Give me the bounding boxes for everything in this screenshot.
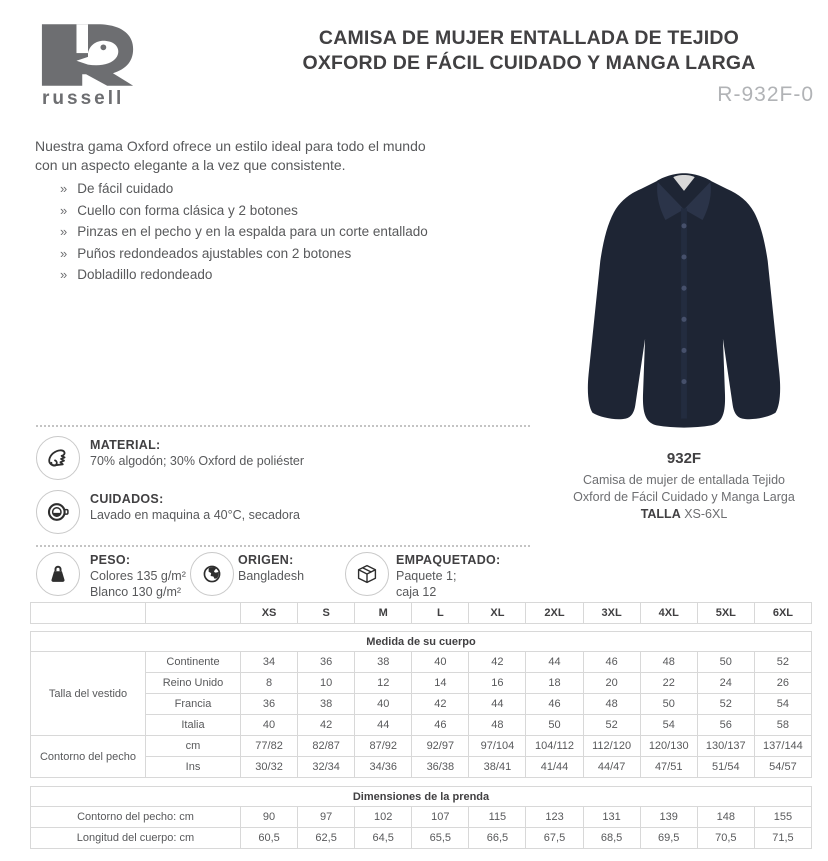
weight-value-1: Colores 135 g/m² <box>90 569 186 583</box>
size-col-header: M <box>355 603 412 624</box>
value-cell: 137/144 <box>754 736 811 757</box>
value-cell: 70,5 <box>697 828 754 849</box>
size-col-header: XS <box>241 603 298 624</box>
value-cell: 51/54 <box>697 757 754 778</box>
value-cell: 48 <box>583 694 640 715</box>
value-cell: 46 <box>526 694 583 715</box>
row-label: Longitud del cuerpo: cm <box>31 828 241 849</box>
care-label: CUIDADOS: <box>90 492 164 506</box>
row-label: Ins <box>146 757 241 778</box>
dotted-divider <box>36 545 530 547</box>
material-value: 70% algodón; 30% Oxford de poliéster <box>90 454 305 468</box>
value-cell: 36 <box>298 652 355 673</box>
table-row <box>31 757 812 778</box>
material-label: MATERIAL: <box>90 438 161 452</box>
value-cell: 8 <box>241 673 298 694</box>
value-cell: 115 <box>469 807 526 828</box>
empty-cell <box>146 603 241 624</box>
feature-item <box>60 243 520 265</box>
value-cell: 26 <box>754 673 811 694</box>
value-cell: 36 <box>241 694 298 715</box>
group-label: Talla del vestido <box>31 652 146 736</box>
shirt-image <box>544 148 824 440</box>
table-row <box>31 715 812 736</box>
row-label: Italia <box>146 715 241 736</box>
value-cell: 48 <box>469 715 526 736</box>
value-cell: 104/112 <box>526 736 583 757</box>
empty-cell <box>31 603 146 624</box>
size-col-header: 4XL <box>640 603 697 624</box>
value-cell: 41/44 <box>526 757 583 778</box>
size-col-header: S <box>298 603 355 624</box>
russell-eagle-logo-icon <box>40 24 136 86</box>
value-cell: 155 <box>754 807 811 828</box>
row-label: cm <box>146 736 241 757</box>
value-cell: 54/57 <box>754 757 811 778</box>
size-col-header: 2XL <box>526 603 583 624</box>
description-line-2: con un aspecto elegante a la vez que consistente. <box>35 157 346 173</box>
value-cell: 62,5 <box>298 828 355 849</box>
product-caption-line-2: Oxford de Fácil Cuidado y Manga Larga <box>573 490 795 504</box>
value-cell: 65,5 <box>412 828 469 849</box>
value-cell: 30/32 <box>241 757 298 778</box>
feature-text: Pinzas en el pecho y en la espalda para un corte entallado <box>77 224 428 239</box>
feature-text: Dobladillo redondeado <box>77 267 213 282</box>
bullet-marker: » <box>60 267 68 282</box>
origin-spec <box>238 553 304 585</box>
bullet-marker: » <box>60 181 68 196</box>
value-cell: 77/82 <box>241 736 298 757</box>
bullet-marker: » <box>60 245 68 261</box>
weight-value-2: Blanco 130 g/m² <box>90 584 182 599</box>
feature-list <box>60 178 520 286</box>
value-cell: 50 <box>526 715 583 736</box>
size-header-row <box>31 603 812 624</box>
value-cell: 66,5 <box>469 828 526 849</box>
value-cell: 148 <box>697 807 754 828</box>
packaging-value-1: Paquete 1; <box>396 569 457 583</box>
value-cell: 42 <box>412 694 469 715</box>
feature-text: De fácil cuidado <box>77 181 174 196</box>
value-cell: 69,5 <box>640 828 697 849</box>
product-size-range: TALLA XS-6XL <box>640 507 728 521</box>
globe-icon <box>190 552 234 596</box>
value-cell: 50 <box>640 694 697 715</box>
value-cell: 107 <box>412 807 469 828</box>
value-cell: 32/34 <box>298 757 355 778</box>
value-cell: 44 <box>469 694 526 715</box>
value-cell: 71,5 <box>754 828 811 849</box>
value-cell: 87/92 <box>355 736 412 757</box>
value-cell: 139 <box>640 807 697 828</box>
section-title: Dimensiones de la prenda <box>31 787 812 807</box>
size-col-header: L <box>412 603 469 624</box>
brand-name: russell <box>42 88 125 109</box>
row-label: Reino Unido <box>146 673 241 694</box>
value-cell: 52 <box>583 715 640 736</box>
table-row <box>31 807 812 828</box>
value-cell: 50 <box>697 652 754 673</box>
value-cell: 20 <box>583 673 640 694</box>
feature-item <box>60 178 520 200</box>
value-cell: 68,5 <box>583 828 640 849</box>
value-cell: 47/51 <box>640 757 697 778</box>
product-description <box>35 137 515 175</box>
value-cell: 48 <box>640 652 697 673</box>
value-cell: 44 <box>355 715 412 736</box>
value-cell: 40 <box>355 694 412 715</box>
value-cell: 123 <box>526 807 583 828</box>
value-cell: 54 <box>754 694 811 715</box>
value-cell: 36/38 <box>412 757 469 778</box>
table-row <box>31 694 812 715</box>
value-cell: 52 <box>754 652 811 673</box>
table-row <box>31 652 812 673</box>
weight-label: PESO: <box>90 553 131 567</box>
brand-logo <box>40 24 150 110</box>
value-cell: 60,5 <box>241 828 298 849</box>
packaging-label: EMPAQUETADO: <box>396 553 501 567</box>
product-caption-line-1: Camisa de mujer de entallada Tejido <box>583 473 785 487</box>
size-col-header: 5XL <box>697 603 754 624</box>
section-title-row <box>31 632 812 652</box>
material-spec <box>90 438 304 470</box>
value-cell: 16 <box>469 673 526 694</box>
garment-dimensions-table <box>30 786 812 849</box>
value-cell: 18 <box>526 673 583 694</box>
value-cell: 46 <box>583 652 640 673</box>
value-cell: 131 <box>583 807 640 828</box>
feature-item <box>60 200 520 222</box>
packaging-value-2: caja 12 <box>396 584 437 599</box>
value-cell: 42 <box>298 715 355 736</box>
value-cell: 82/87 <box>298 736 355 757</box>
value-cell: 56 <box>697 715 754 736</box>
value-cell: 42 <box>469 652 526 673</box>
feature-item <box>60 264 520 286</box>
product-code: 932F <box>666 450 702 467</box>
origin-label: ORIGEN: <box>238 553 294 567</box>
value-cell: 120/130 <box>640 736 697 757</box>
value-cell: 130/137 <box>697 736 754 757</box>
size-col-header: 6XL <box>754 603 811 624</box>
package-icon <box>345 552 389 596</box>
feature-text: Cuello con forma clásica y 2 botones <box>77 202 298 218</box>
value-cell: 46 <box>412 715 469 736</box>
value-cell: 38 <box>355 652 412 673</box>
value-cell: 44 <box>526 652 583 673</box>
weight-icon <box>36 552 80 596</box>
value-cell: 64,5 <box>355 828 412 849</box>
origin-value: Bangladesh <box>238 569 305 583</box>
row-label: Continente <box>146 652 241 673</box>
value-cell: 34 <box>241 652 298 673</box>
value-cell: 92/97 <box>412 736 469 757</box>
bullet-marker: » <box>60 202 68 218</box>
size-col-header: 3XL <box>583 603 640 624</box>
value-cell: 38 <box>298 694 355 715</box>
feature-text: Puños redondeados ajustables con 2 botones <box>77 245 352 261</box>
value-cell: 102 <box>355 807 412 828</box>
care-spec <box>90 492 300 524</box>
value-cell: 52 <box>697 694 754 715</box>
value-cell: 38/41 <box>469 757 526 778</box>
value-cell: 112/120 <box>583 736 640 757</box>
table-row <box>31 673 812 694</box>
value-cell: 10 <box>298 673 355 694</box>
size-col-header: XL <box>469 603 526 624</box>
section-title: Medida de su cuerpo <box>31 632 812 652</box>
value-cell: 54 <box>640 715 697 736</box>
packaging-spec <box>396 553 501 600</box>
value-cell: 22 <box>640 673 697 694</box>
value-cell: 12 <box>355 673 412 694</box>
title-line-2: OXFORD DE FÁCIL CUIDADO Y MANGA LARGA <box>302 52 756 74</box>
dotted-divider <box>36 425 530 427</box>
group-label: Contorno del pecho <box>31 736 146 778</box>
value-cell: 14 <box>412 673 469 694</box>
value-cell: 97/104 <box>469 736 526 757</box>
body-measure-table <box>30 631 812 778</box>
size-header-table <box>30 602 812 624</box>
value-cell: 44/47 <box>583 757 640 778</box>
care-icon <box>36 490 80 534</box>
material-icon <box>36 436 80 480</box>
page-title <box>240 26 818 107</box>
row-label: Francia <box>146 694 241 715</box>
value-cell: 97 <box>298 807 355 828</box>
value-cell: 40 <box>412 652 469 673</box>
title-line-1: CAMISA DE MUJER ENTALLADA DE TEJIDO <box>318 27 740 49</box>
feature-item <box>60 221 520 243</box>
value-cell: 34/36 <box>355 757 412 778</box>
table-row <box>31 736 812 757</box>
weight-spec <box>90 553 186 600</box>
product-figure <box>540 148 828 523</box>
value-cell: 67,5 <box>526 828 583 849</box>
value-cell: 58 <box>754 715 811 736</box>
section-title-row <box>31 787 812 807</box>
value-cell: 24 <box>697 673 754 694</box>
bullet-marker: » <box>60 224 68 239</box>
value-cell: 40 <box>241 715 298 736</box>
care-value: Lavado en maquina a 40°C, secadora <box>90 508 301 522</box>
value-cell: 90 <box>241 807 298 828</box>
size-chart <box>30 602 812 849</box>
table-row <box>31 828 812 849</box>
product-sku: R-932F-0 <box>717 83 814 106</box>
row-label: Contorno del pecho: cm <box>31 807 241 828</box>
description-line-1: Nuestra gama Oxford ofrece un estilo ideal para todo el mundo <box>35 138 426 154</box>
